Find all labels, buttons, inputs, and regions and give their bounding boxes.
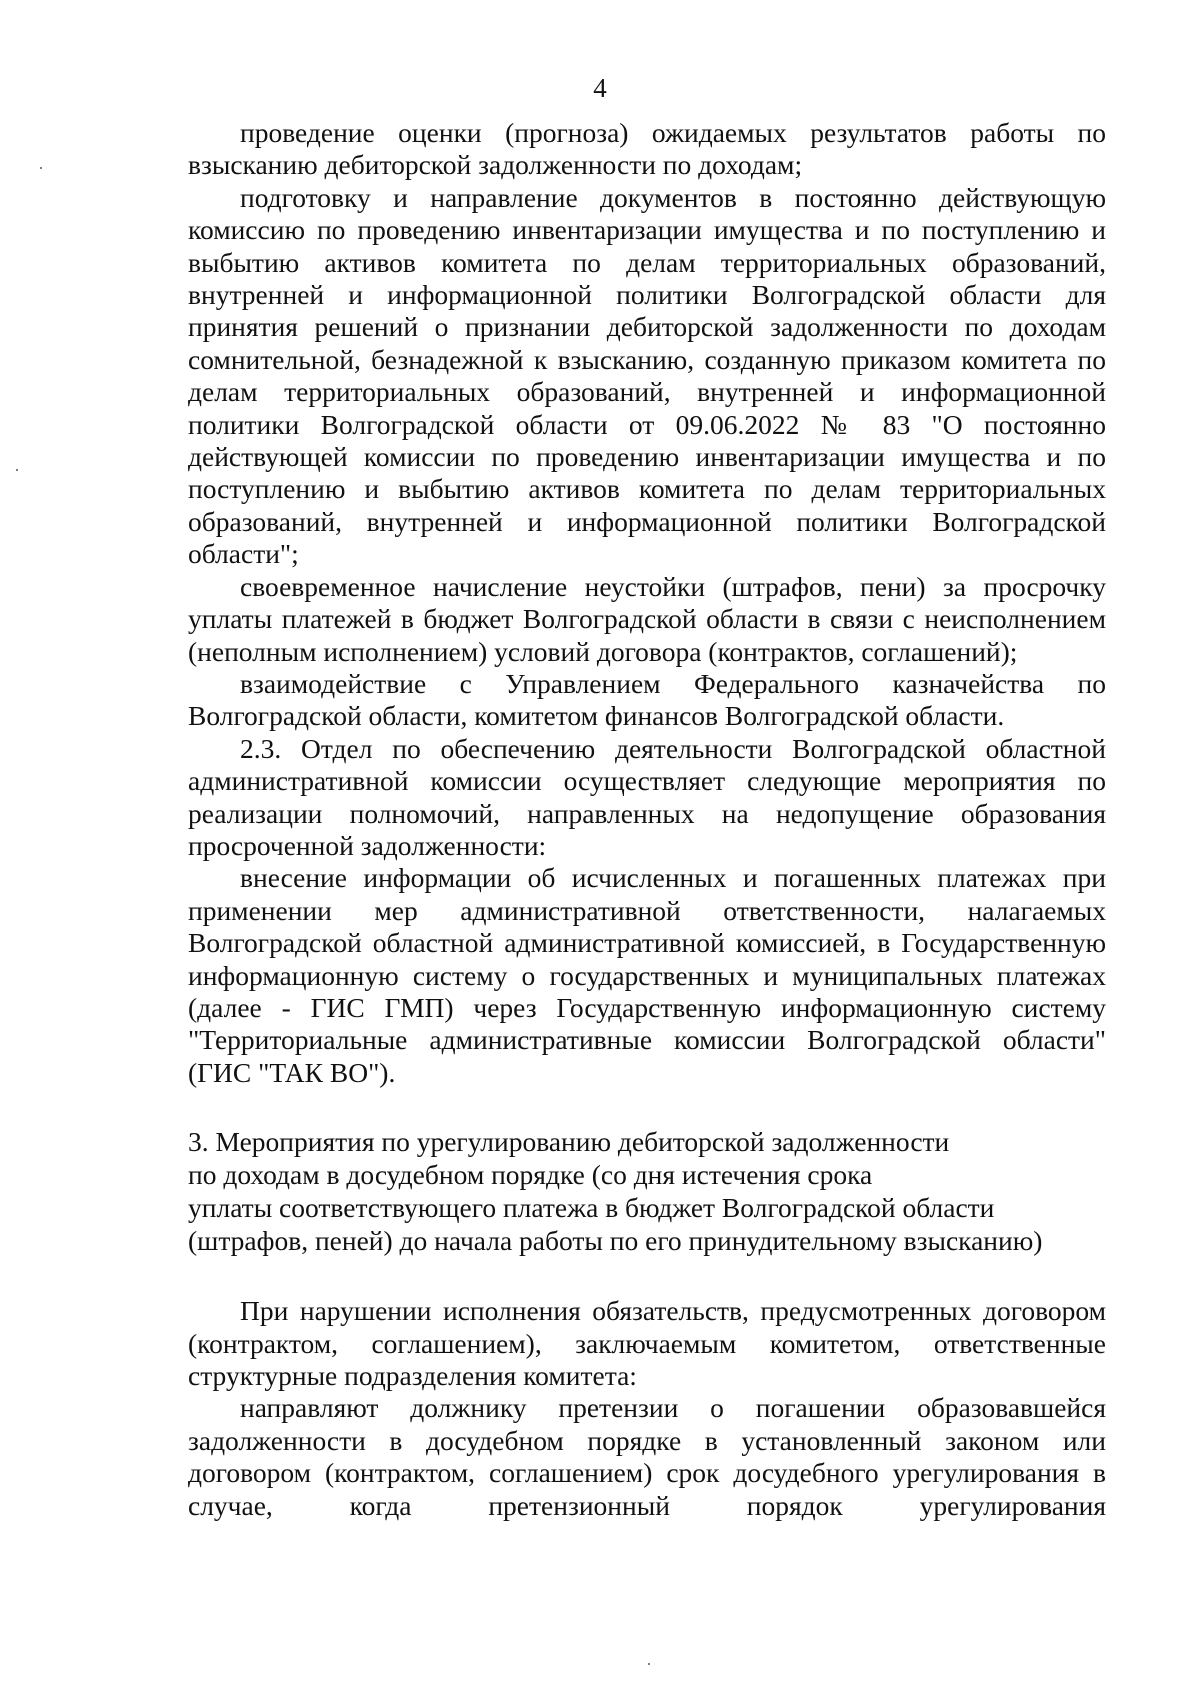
scan-speck	[40, 167, 42, 169]
paragraph-gis-gmp: внесение информации об исчисленных и погашенных платежах при применении мер административной ответственности, налагаемых Волгоградской областной административной комиссией, в Государственную информационную систему о государственных и муниципальных платежах (далее - ГИС ГМП) через Государственную информационную систему "Территориальные административные комиссии Волгоградской области" (ГИС "ТАК ВО").	[188, 862, 1106, 1088]
document-body	[188, 117, 1106, 1522]
paragraph-section-2-3: 2.3. Отдел по обеспечению деятельности Волгоградской областной административной комиссии осуществляет следующие мероприятия по реализации полномочий, направленных на недопущение образования просроченной задолженности:	[188, 732, 1106, 861]
paragraph-claims: направляют должнику претензии о погашении образовавшейся задолженности в досудебном порядке в установленный законом или договором (контрактом, соглашением) срок досудебного урегулирования в случае, когда претензионный порядок урегулирования	[188, 1392, 1106, 1521]
paragraph-penalty-accrual: своевременное начисление неустойки (штрафов, пени) за просрочку уплаты платежей в бюджет Волгоградской области в связи с неисполнением (неполным исполнением) условий договора (контрактов, соглашений);	[188, 570, 1106, 667]
paragraph-forecast-evaluation: проведение оценки (прогноза) ожидаемых результатов работы по взысканию дебиторской задолженности по доходам;	[188, 117, 1106, 181]
paragraph-inventory-commission: подготовку и направление документов в постоянно действующую комиссию по проведению инвентаризации имущества и по поступлению и выбытию активов комитета по делам территориальных образований, внутренней и информационной политики Волгоградской области для принятия решений о признании дебиторской задолженности по доходам сомнительной, безнадежной к взысканию, созданную приказом комитета по делам территориальных образований, внутренней и информационной политики Волгоградской области от 09.06.2022 № 83 "О постоянно действующей комиссии по проведению инвентаризации имущества и по поступлению и выбытию активов комитета по делам территориальных образований, внутренней и информационной политики Волгоградской области";	[188, 181, 1106, 570]
section-heading-line: уплаты соответствующего платежа в бюджет Волгоградской области	[188, 1192, 995, 1224]
section-heading-line: (штрафов, пеней) до начала работы по его принудительному взысканию)	[188, 1225, 1043, 1257]
section-3-heading	[188, 1125, 1106, 1257]
paragraph-contract-violation: При нарушении исполнения обязательств, предусмотренных договором (контрактом, соглашением), заключаемым комитетом, ответственные структурные подразделения комитета:	[188, 1295, 1106, 1391]
section-heading-line: по доходам в досудебном порядке (со дня истечения срока	[188, 1159, 873, 1191]
page-number: 4	[593, 73, 607, 103]
scan-speck	[16, 469, 18, 471]
section-heading-line: 3. Мероприятия по урегулированию дебиторской задолженности	[188, 1126, 950, 1158]
scan-speck	[648, 1663, 650, 1665]
paragraph-treasury-interaction: взаимодействие с Управлением Федерального казначейства по Волгоградской области, комитетом финансов Волгоградской области.	[188, 667, 1106, 732]
